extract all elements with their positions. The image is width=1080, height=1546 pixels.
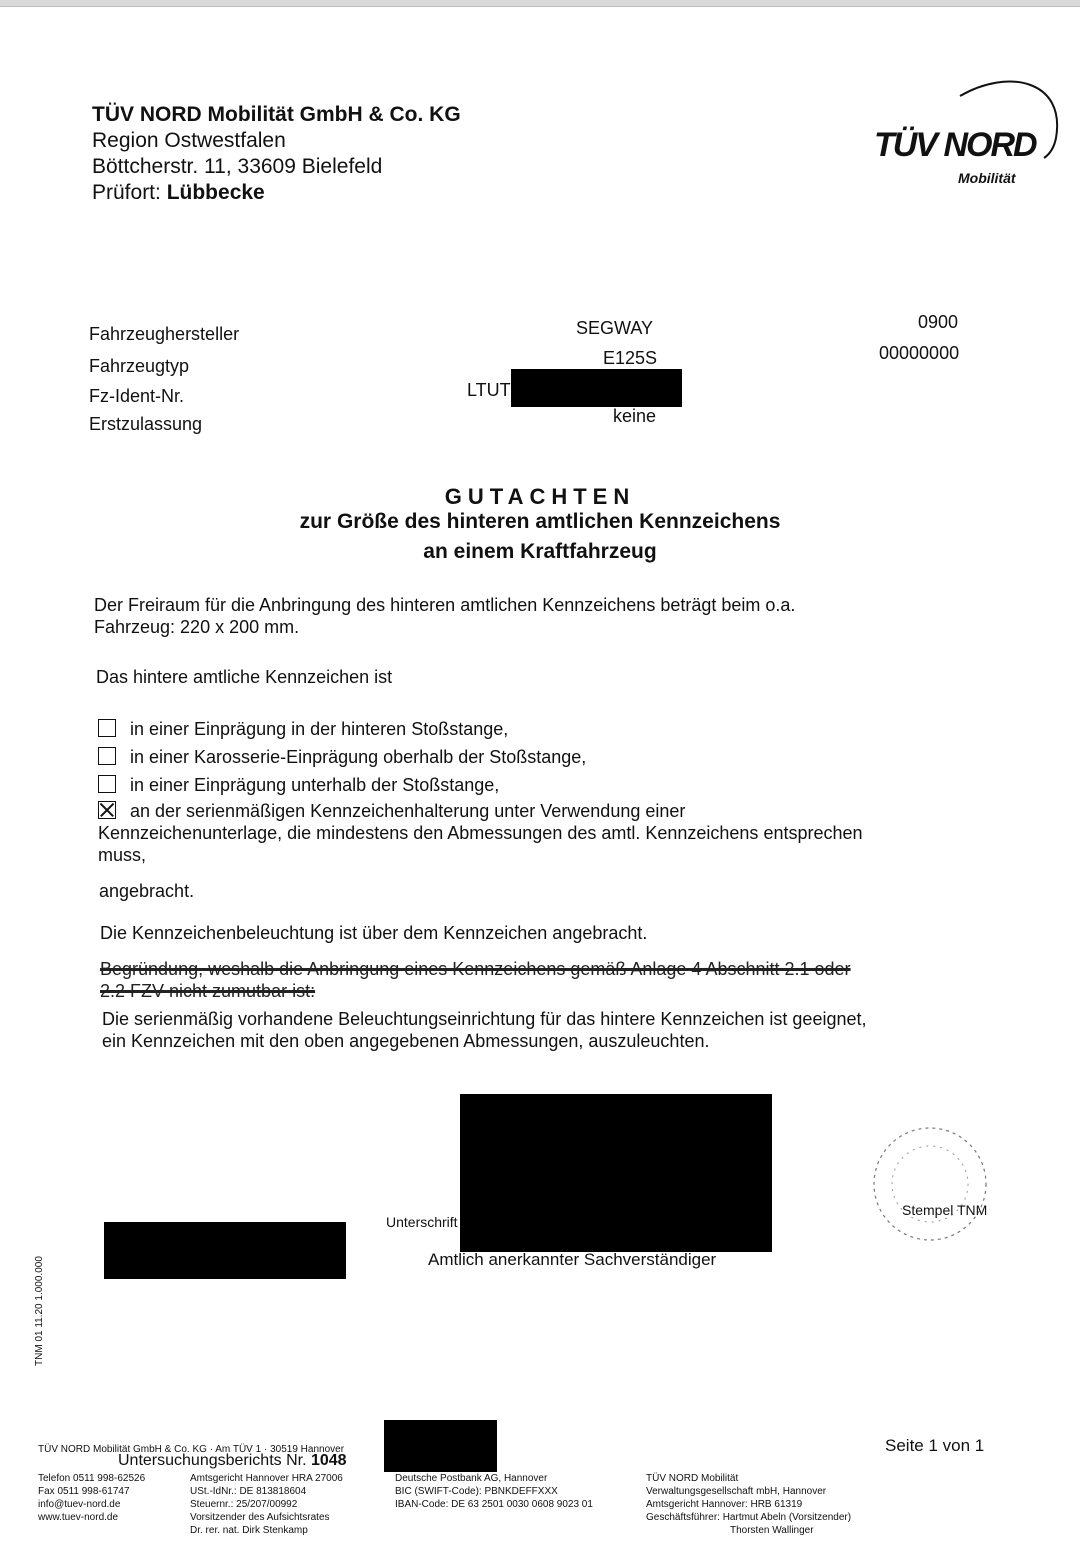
freiraum-paragraph bbox=[94, 594, 994, 638]
checkbox-4-checked[interactable] bbox=[98, 801, 116, 819]
pruefort bbox=[92, 180, 461, 206]
page-number: Seite 1 von 1 bbox=[885, 1436, 985, 1455]
tuev-nord-logo bbox=[868, 72, 1068, 192]
checkbox-option-1 bbox=[98, 718, 508, 740]
document-subtitle-1: zur Größe des hinteren amtlichen Kennzeichens bbox=[299, 510, 781, 533]
document-title: GUTACHTEN bbox=[444, 484, 636, 509]
footer-bank: Deutsche Postbank AG, Hannover bbox=[395, 1473, 548, 1484]
checkbox-option-4 bbox=[98, 800, 978, 866]
stamp-label: Stempel TNM bbox=[902, 1202, 988, 1218]
address: Böttcherstr. 11, 33609 Bielefeld bbox=[92, 155, 383, 178]
conclusion-line-2: ein Kennzeichen mit den oben angegebenen Abmessungen, auszuleuchten. bbox=[102, 1031, 710, 1051]
footer-bic: BIC (SWIFT-Code): PBNKDEFFXXX bbox=[395, 1486, 558, 1497]
footer-contact-column bbox=[38, 1472, 145, 1524]
first-registration-value: keine bbox=[613, 406, 657, 426]
form-code-text: TNM 01 11.20 1.000.000 bbox=[34, 1256, 45, 1366]
window-top-bar bbox=[0, 0, 1080, 7]
vin-value: LTUT bbox=[467, 380, 511, 400]
pruefort-value: Lübbecke bbox=[166, 181, 265, 204]
unterschrift-label: Unterschrift bbox=[386, 1214, 458, 1230]
option-4-continuation-1: Kennzeichenunterlage, die mindestens den Abmessungen des amtl. Kennzeichens entsprechen bbox=[98, 823, 863, 843]
footer-court: Amtsgericht Hannover HRA 27006 bbox=[190, 1473, 343, 1484]
beleuchtung-text: Die Kennzeichenbeleuchtung ist über dem Kennzeichen angebracht. bbox=[100, 923, 648, 943]
footer-managers: Geschäftsführer: Hartmut Abeln (Vorsitzender) bbox=[646, 1512, 852, 1523]
struck-justification bbox=[100, 958, 960, 1002]
option-4-continuation-2: muss, bbox=[98, 845, 147, 865]
manufacturer-label: Fahrzeughersteller bbox=[89, 324, 240, 344]
option-2-text: in einer Karosserie-Einprägung oberhalb der Stoßstange, bbox=[130, 747, 587, 767]
footer-mgmt-company: TÜV NORD Mobilität bbox=[646, 1473, 739, 1484]
report-number bbox=[118, 1452, 347, 1470]
checkbox-2[interactable] bbox=[98, 747, 116, 765]
official-stamp bbox=[868, 1124, 1000, 1248]
option-3-text: in einer Einprägung unterhalb der Stoßstange, bbox=[130, 775, 500, 795]
pruefort-label: Prüfort: bbox=[92, 181, 161, 204]
angebracht-text: angebracht. bbox=[99, 881, 195, 901]
freiraum-line-1: Der Freiraum für die Anbringung des hinteren amtlichen Kennzeichens beträgt beim o.a. bbox=[94, 595, 796, 615]
logo-subtitle: Mobilität bbox=[958, 170, 1016, 186]
form-code bbox=[34, 1256, 48, 1366]
footer-manager-2: Thorsten Wallinger bbox=[730, 1525, 814, 1536]
footer-legal-column bbox=[190, 1472, 343, 1537]
conclusion-paragraph bbox=[102, 1008, 982, 1052]
footer-board-chair: Dr. rer. nat. Dirk Stenkamp bbox=[190, 1525, 308, 1536]
struck-line-2: 2.2 FZV nicht zumutbar ist: bbox=[100, 981, 316, 1001]
sender-address-block bbox=[92, 102, 461, 206]
footer-board-label: Vorsitzender des Aufsichtsrates bbox=[190, 1512, 330, 1523]
logo-wordmark: TÜV NORD bbox=[874, 126, 1036, 164]
footer-mgmt-company-2: Verwaltungsgesellschaft mbH, Hannover bbox=[646, 1486, 827, 1497]
footer-company-address: TÜV NORD Mobilität GmbH & Co. KG · Am TÜV 1 · 30519 Hannover bbox=[38, 1444, 345, 1455]
type-value: E125S bbox=[603, 348, 658, 368]
document-subtitle-2: an einem Kraftfahrzeug bbox=[423, 540, 657, 563]
option-1-text: in einer Einprägung in der hinteren Stoßstange, bbox=[130, 719, 509, 739]
report-number-value: 1048 bbox=[310, 1452, 347, 1469]
stamp-circle-icon bbox=[868, 1124, 1000, 1248]
footer-email: info@tuev-nord.de bbox=[38, 1499, 121, 1510]
checkbox-1[interactable] bbox=[98, 719, 116, 737]
checkbox-option-2 bbox=[98, 746, 586, 768]
signature-redaction bbox=[460, 1094, 772, 1252]
region: Region Ostwestfalen bbox=[92, 129, 286, 152]
footer-fax: Fax 0511 998-61747 bbox=[38, 1486, 130, 1497]
footer-tax: Steuernr.: 25/207/00992 bbox=[190, 1499, 298, 1510]
first-registration-label: Erstzulassung bbox=[89, 414, 203, 434]
footer-iban: IBAN-Code: DE 63 2501 0030 0608 9023 01 bbox=[395, 1499, 593, 1510]
checkbox-option-3 bbox=[98, 774, 499, 796]
footer-bank-column bbox=[395, 1472, 593, 1511]
option-4-text: an der serienmäßigen Kennzeichenhalterung unter Verwendung einer bbox=[130, 801, 686, 821]
type-label: Fahrzeugtyp bbox=[89, 356, 190, 376]
footer-management-column bbox=[646, 1472, 851, 1537]
footer-web: www.tuev-nord.de bbox=[38, 1512, 119, 1523]
footer-phone: Telefon 0511 998-62526 bbox=[38, 1473, 146, 1484]
report-number-label: Untersuchungsberichts Nr. bbox=[118, 1452, 307, 1469]
vin-label: Fz-Ident-Nr. bbox=[89, 386, 185, 406]
company-name: TÜV NORD Mobilität GmbH & Co. KG bbox=[92, 103, 461, 126]
type-code: 00000000 bbox=[879, 343, 960, 363]
footer-vat: USt.-IdNr.: DE 813818604 bbox=[190, 1486, 307, 1497]
date-redaction bbox=[104, 1222, 346, 1279]
checkbox-3[interactable] bbox=[98, 775, 116, 793]
conclusion-line-1: Die serienmäßig vorhandene Beleuchtungseinrichtung für das hintere Kennzeichen ist geeignet, bbox=[102, 1009, 867, 1029]
expert-label: Amtlich anerkannter Sachverständiger bbox=[428, 1250, 717, 1269]
manufacturer-value: SEGWAY bbox=[576, 318, 654, 338]
kennzeichen-intro: Das hintere amtliche Kennzeichen ist bbox=[96, 667, 393, 687]
freiraum-line-2: Fahrzeug: 220 x 200 mm. bbox=[94, 617, 300, 637]
report-number-redaction bbox=[384, 1420, 497, 1472]
struck-line-1: Begründung, weshalb die Anbringung eines Kennzeichens gemäß Anlage 4 Abschnitt 2.1 oder bbox=[100, 959, 851, 979]
manufacturer-code: 0900 bbox=[918, 312, 959, 332]
vin-redaction bbox=[511, 369, 682, 407]
footer-mgmt-court: Amtsgericht Hannover: HRB 61319 bbox=[646, 1499, 803, 1510]
